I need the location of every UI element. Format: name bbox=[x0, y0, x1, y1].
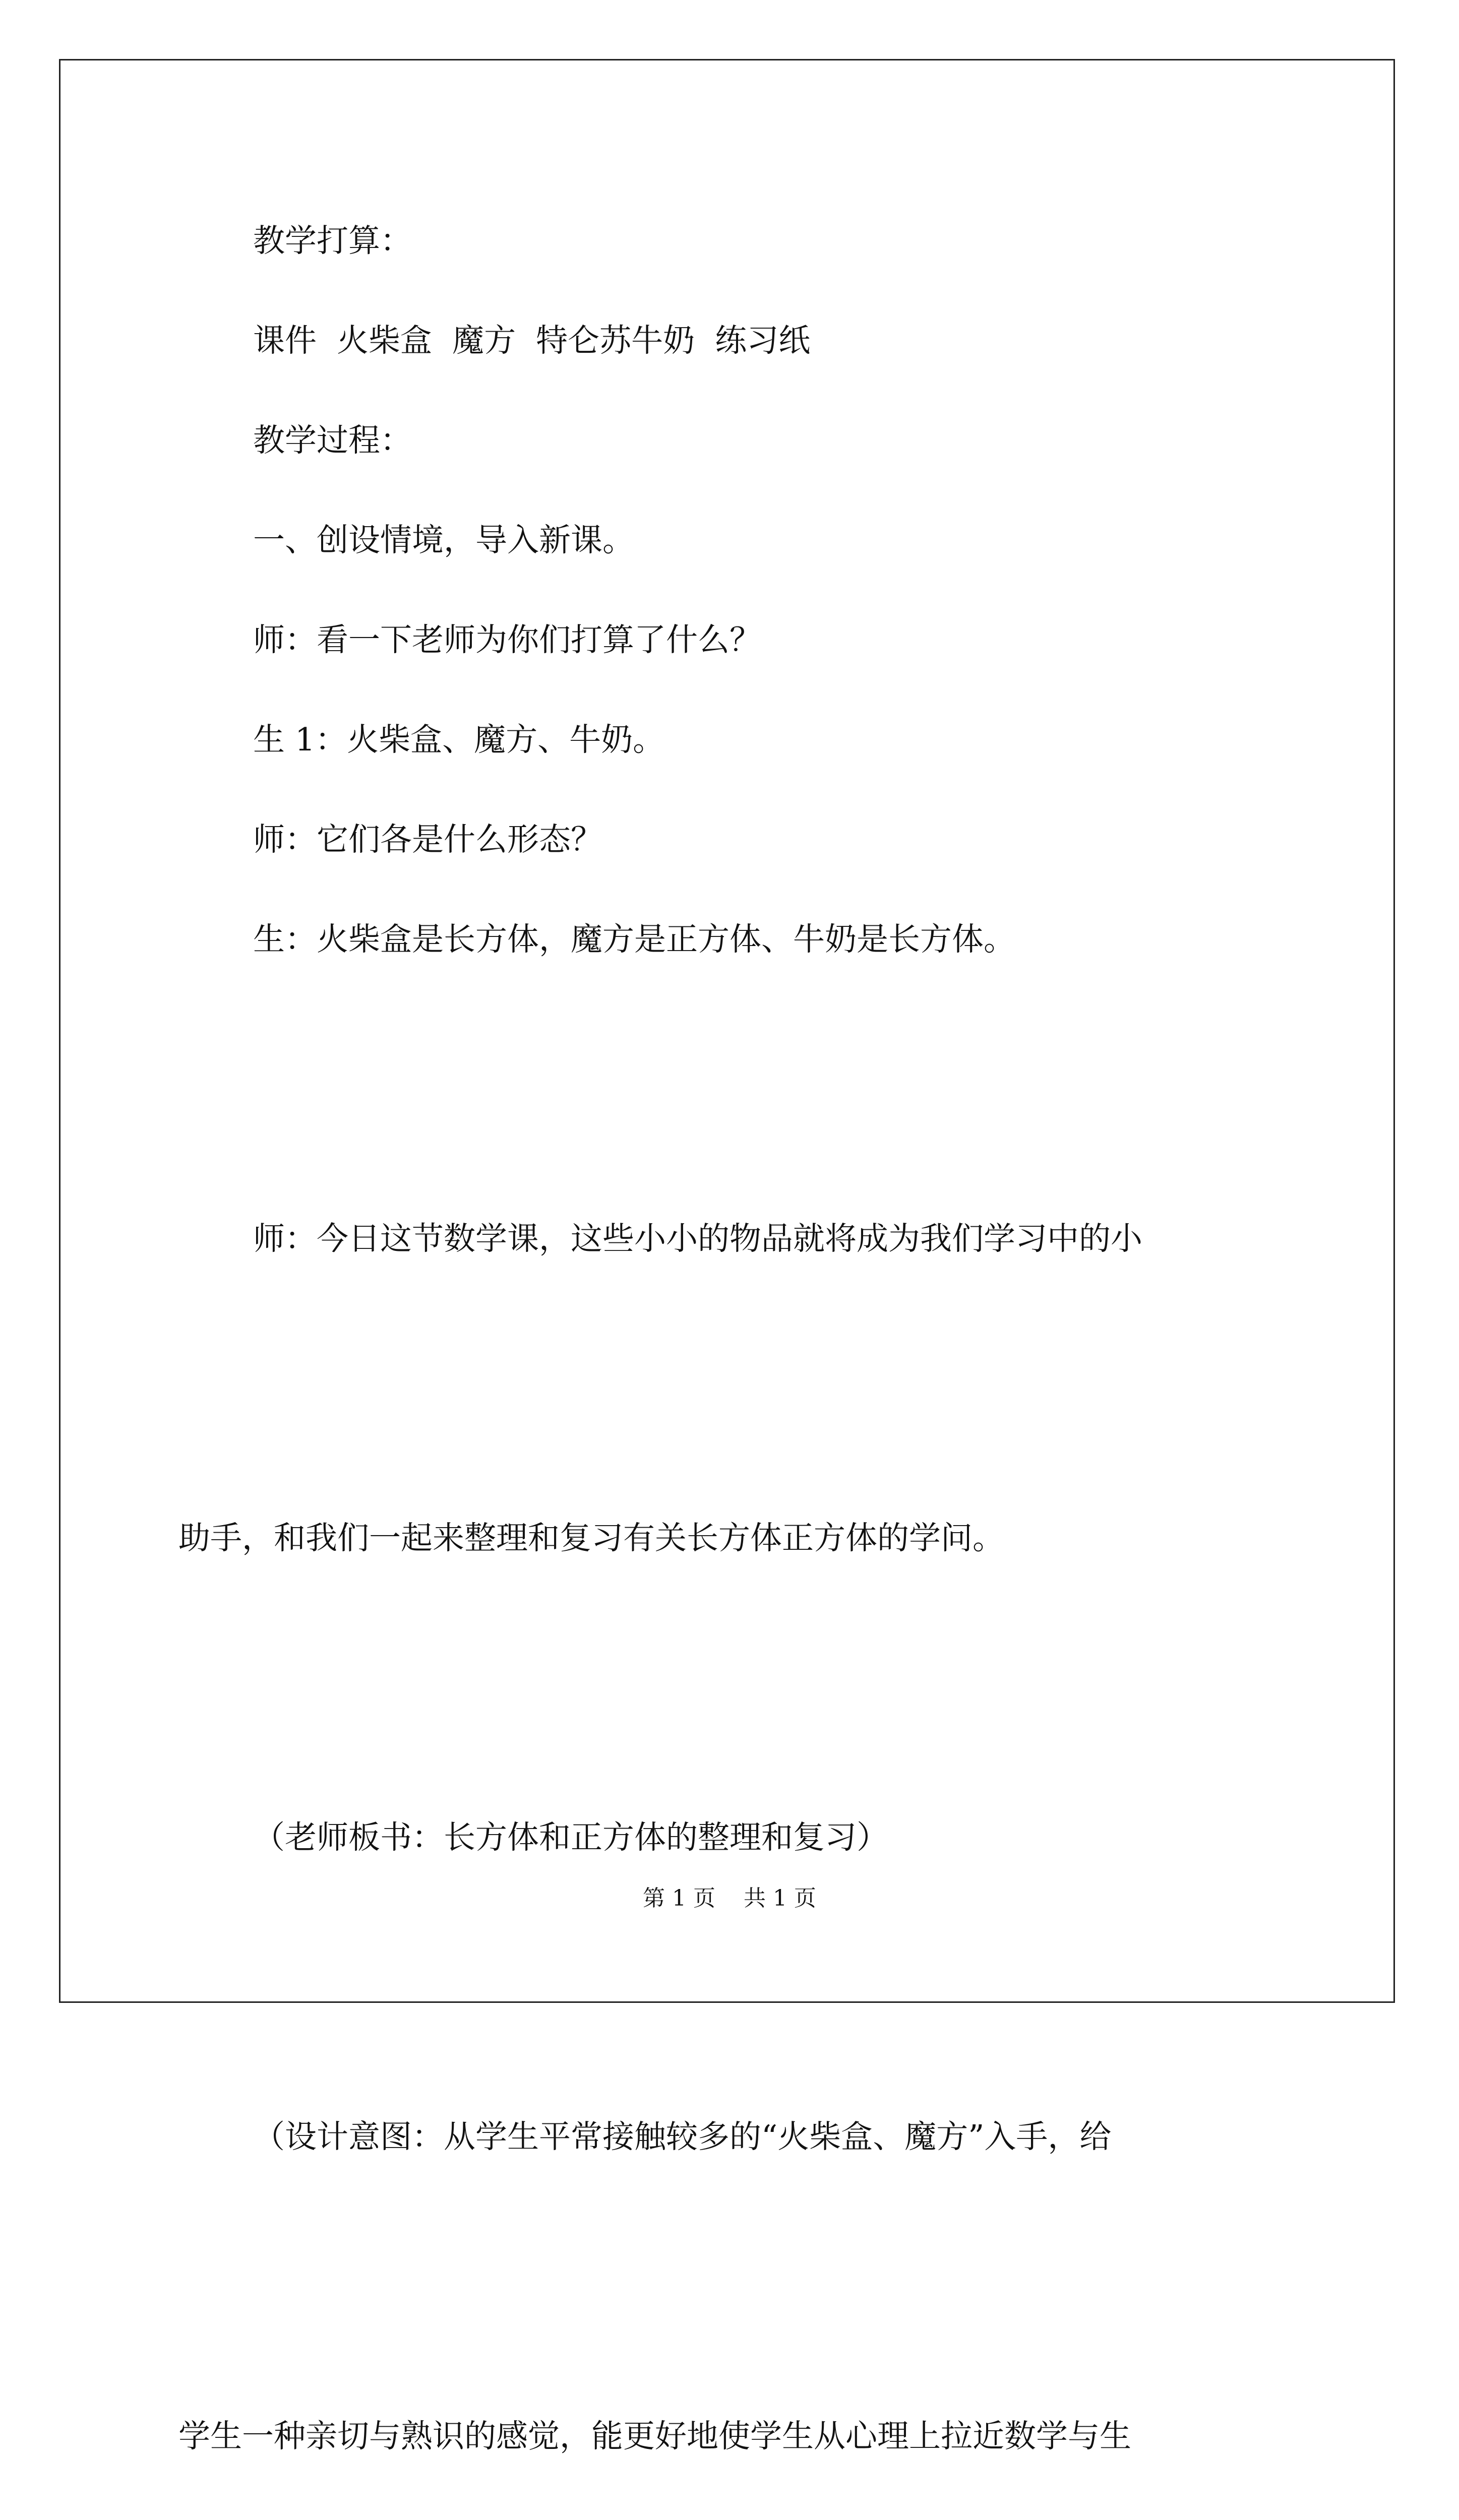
text-line: 学生一种亲切与熟识的感觉，能更好地使学生从心理上拉近数学与生 bbox=[178, 2418, 1131, 2454]
paragraph-teacher-question bbox=[178, 590, 1275, 690]
text-line: 师：看一下老师为你们打算了什么？ bbox=[253, 621, 761, 658]
text-line: 课件 火柴盒 魔方 特仑苏牛奶 练习纸 bbox=[253, 322, 811, 359]
page-footer: 第 1 页 共 1 页 bbox=[643, 1885, 816, 1911]
paragraph-teacher-shape-question bbox=[178, 790, 1275, 890]
paragraph-teacher-intro bbox=[178, 989, 1275, 1788]
document-body bbox=[178, 191, 1275, 2520]
text-line: 生：火柴盒是长方体，魔方是正方体、牛奶是长方体。 bbox=[253, 921, 1015, 958]
text-line: （老师板书：长方体和正方体的整理和复习） bbox=[253, 1819, 888, 1856]
text-line: 助手，和我们一起来整理和复习有关长方体正方体的学问。 bbox=[178, 1520, 1004, 1556]
paragraph-student-1-answer bbox=[178, 690, 1275, 790]
text-line: 师：它们各是什么形态？ bbox=[253, 821, 602, 858]
paragraph-process-title bbox=[178, 391, 1275, 490]
text-line: （设计意图：从学生平常接触较多的“火柴盒、魔方”入手，给 bbox=[253, 2118, 1112, 2155]
text-line: 教学打算： bbox=[253, 222, 412, 259]
paragraph-prep-title bbox=[178, 191, 1275, 291]
paragraph-blackboard-note bbox=[178, 1788, 1275, 1887]
paragraph-design-intent bbox=[178, 1887, 1275, 2520]
paragraph-section-1-heading bbox=[178, 490, 1275, 590]
text-line: 教学过程： bbox=[253, 422, 412, 459]
paragraph-student-shape-answer bbox=[178, 890, 1275, 989]
text-line: 一、创设情境，导入新课。 bbox=[253, 522, 634, 558]
paragraph-materials bbox=[178, 291, 1275, 391]
text-line: 生 1：火柴盒、魔方、牛奶。 bbox=[253, 721, 665, 758]
text-line: 师：今日这节数学课，这些小小的物品就将成为我们学习中的小 bbox=[253, 1220, 1142, 1257]
